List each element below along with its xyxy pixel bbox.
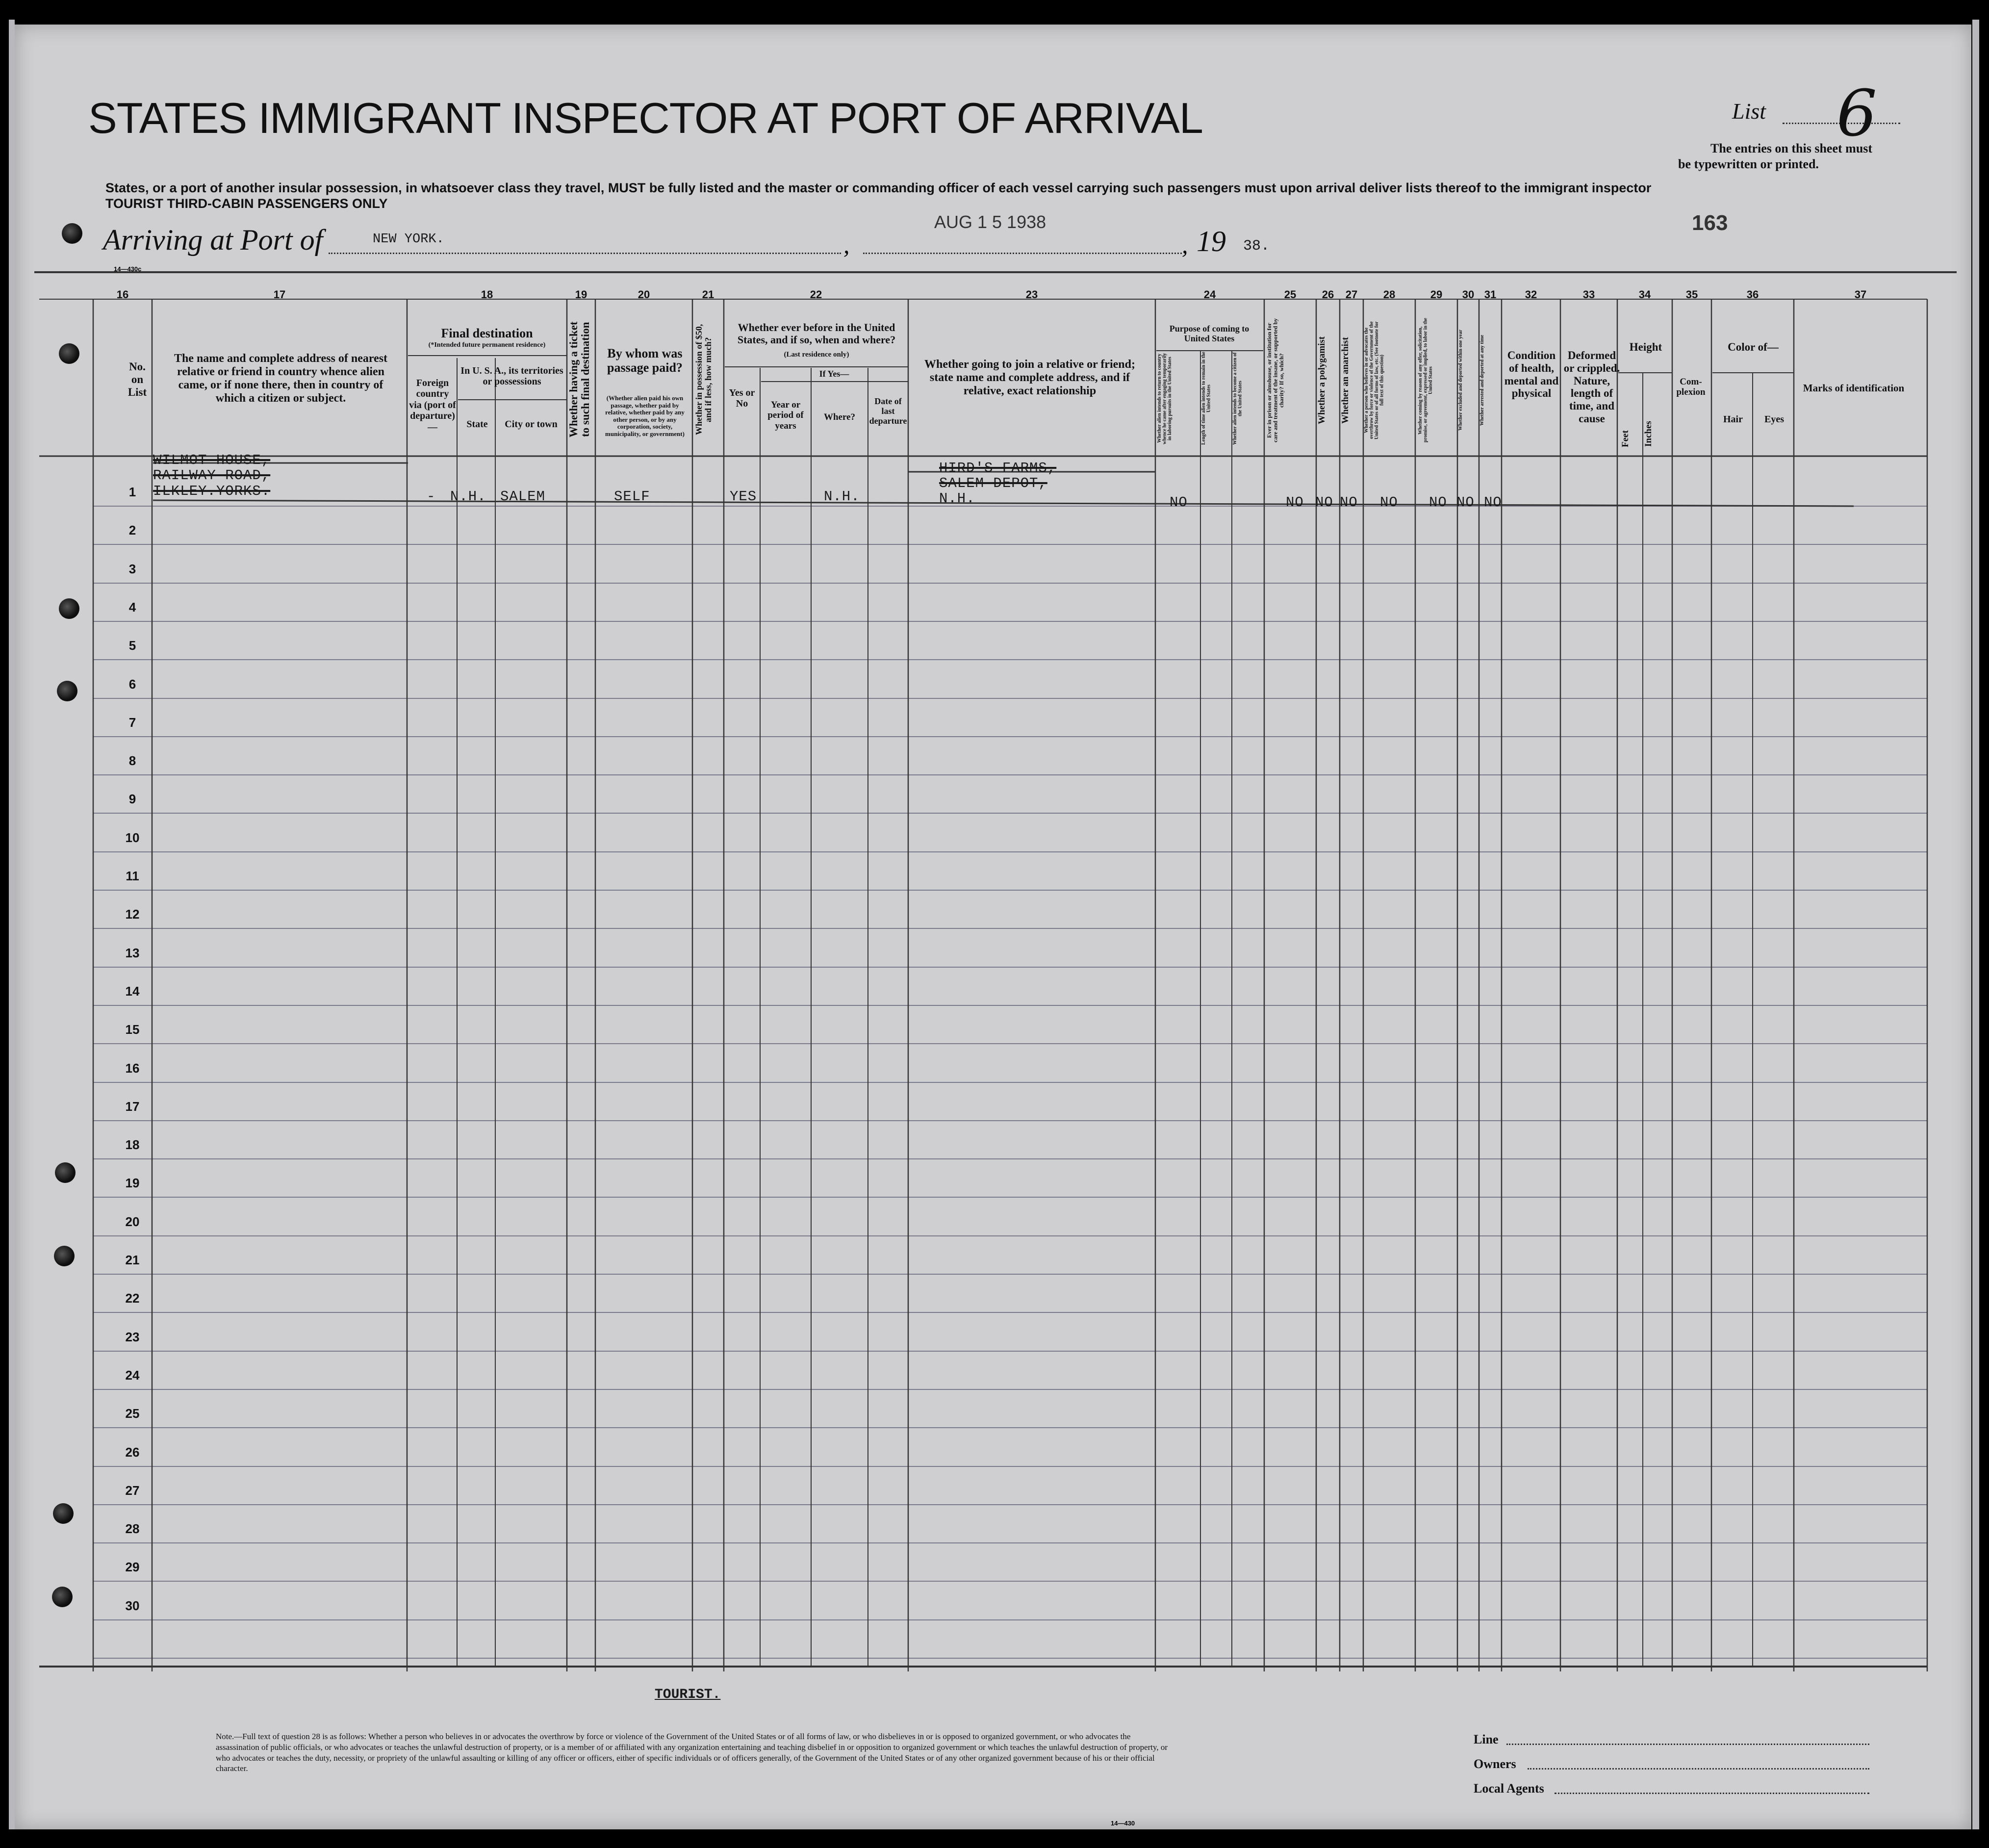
row-number: 19: [125, 1176, 140, 1190]
header-purpose-return: Whether alien intends to return to country whence he came after engaging temporarily in laboring pursuits in the United States: [1157, 353, 1173, 444]
comma-mark: ,: [1182, 231, 1188, 258]
entry-address-line: RAILWAY ROAD,: [153, 467, 271, 484]
header-relative-address: The name and complete address of nearest relative or friend in country whence alien came, or if none there, then in country of which a citizen or subject.: [174, 352, 388, 405]
row-number: 16: [125, 1061, 140, 1076]
header-health: Condition of health, mental and physical: [1504, 349, 1559, 400]
row-number: 15: [125, 1022, 140, 1037]
column-number: 27: [1345, 288, 1358, 301]
entry-paid-by: SELF: [614, 488, 650, 505]
date-stamp: AUG 1 5 1938: [934, 212, 1046, 232]
column-number: 36: [1746, 288, 1759, 301]
header-instructions: States, or a port of another insular possession, in whatsoever class they travel, MUST be fully listed and the master or commanding officer of each vessel carrying such passengers must upon arrival deliver lists thereof to the immigrant inspector: [105, 180, 1652, 195]
header-period: Year or period of years: [767, 400, 804, 431]
entry-before-where: N.H.: [824, 488, 860, 505]
row-number: 20: [125, 1214, 140, 1229]
row-number: 8: [128, 753, 136, 768]
column-number: 26: [1322, 288, 1334, 301]
agents-field: [1555, 1793, 1869, 1794]
entry-answer: NO: [1484, 494, 1502, 511]
header-eyes: Eyes: [1764, 414, 1784, 425]
header-yes-no: Yes or No: [729, 387, 755, 410]
row-number: 5: [128, 638, 136, 653]
owners-label: Owners: [1474, 1757, 1516, 1771]
row-number: 3: [128, 562, 136, 576]
header-overthrow: Whether a person who believes in or advocates the overthrow by force or violence of the Government of the United States or of all forms of law, etc. (See footnote for full text of this question): [1364, 321, 1385, 439]
header-anarchist: Whether an anarchist: [1340, 337, 1351, 424]
entry-address-line: WILMOT HOUSE,: [153, 452, 271, 468]
form-code: 14—430c: [114, 265, 142, 273]
row-number: 21: [125, 1253, 140, 1267]
row-number: 24: [125, 1368, 140, 1383]
page-title: STATES IMMIGRANT INSPECTOR AT PORT OF ARRIVAL: [88, 94, 1203, 142]
header-hair: Hair: [1723, 414, 1743, 425]
column-number: 32: [1525, 288, 1537, 301]
header-if-yes: If Yes—: [819, 369, 849, 379]
column-number: 25: [1284, 288, 1297, 301]
row-number: 30: [125, 1598, 140, 1613]
page-stamp: 163: [1692, 211, 1728, 235]
row-number: 25: [125, 1406, 140, 1421]
header-purpose-citizen: Whether alien intends to become a citizen of the United States: [1232, 352, 1243, 445]
entry-address-line: ILKLEY.YORKS.: [153, 483, 271, 499]
column-number: 22: [810, 288, 822, 301]
header-ticket: Whether having a ticket to such final destination: [567, 321, 592, 438]
row-number: 27: [125, 1483, 140, 1498]
header-passage-note: (Whether alien paid his own passage, whether paid by relative, whether paid by any other person, or by any corporation, society, municipality, or government): [605, 394, 685, 437]
row-number: 23: [125, 1330, 140, 1344]
entry-state: N.H.: [450, 488, 486, 505]
row-number: 18: [125, 1137, 140, 1152]
column-number: 16: [116, 288, 129, 301]
header-prison: Ever in prison or almshouse, or institution for care and treatment of the insane, or supported by charity? If so, which?: [1266, 318, 1285, 442]
comma-mark: ,: [843, 231, 850, 258]
entry-foreign-country: -: [427, 488, 436, 505]
header-final-destination: Final destination: [441, 326, 533, 340]
row-number: 12: [125, 907, 140, 922]
header-date-departure: Date of last departure: [869, 396, 907, 426]
footnote: Note.—Full text of question 28 is as follows: Whether a person who believes in or advocates the overthrow by force or violence of the Government of the United States or of all forms of law, or who disbelieves in or is opposed to organized government, or who advocates the assassination of public officials, or who advocates or teaches the unlawful destruction of property, or is a member of or affiliated with any organization entertaining and teaching disbelief in or opposition to organized government or which teaches the unlawful destruction of property, or who advocates or teaches the duty, necessity, or propriety of the unlawful assaulting or killing of any officer or officers, either of specific individuals or of officers generally, of the Government of the United States or of any other organized government because of his or their official character.: [216, 1732, 1168, 1773]
row-number: 26: [125, 1445, 140, 1460]
header-passage-paid: By whom was passage paid?: [607, 346, 683, 375]
row-number: 29: [125, 1560, 140, 1574]
column-number: 29: [1430, 288, 1443, 301]
row-number: 7: [128, 715, 136, 730]
entries-note: The entries on this sheet must: [1710, 141, 1873, 155]
column-number: 28: [1383, 288, 1396, 301]
row-number: 14: [125, 984, 140, 999]
header-usa: In U. S. A., its territories or possessions: [460, 365, 563, 387]
column-number: 34: [1638, 288, 1651, 301]
year-suffix: 38.: [1243, 238, 1270, 255]
header-purpose: Purpose of coming to United States: [1169, 324, 1250, 344]
line-label: Line: [1474, 1732, 1499, 1746]
footnote-code: 14—430: [1111, 1820, 1135, 1827]
row-number: 17: [125, 1099, 140, 1114]
header-inches: Inches: [1643, 421, 1654, 447]
entry-answer: NO: [1170, 494, 1188, 511]
header-state: State: [466, 419, 488, 430]
grid-line: [153, 500, 1854, 506]
column-number: 31: [1484, 288, 1497, 301]
entry-answer: NO: [1286, 494, 1304, 511]
entry-answer: NO: [1340, 494, 1358, 511]
entry-join-line: N.H.: [939, 490, 975, 507]
header-class: TOURIST THIRD-CABIN PASSENGERS ONLY: [105, 196, 388, 211]
column-number: 21: [702, 288, 714, 301]
row-number: 1: [128, 485, 136, 499]
row-number: 9: [128, 792, 136, 806]
column-number: 33: [1582, 288, 1595, 301]
entry-answer: NO: [1380, 494, 1398, 511]
header-height: Height: [1629, 341, 1662, 353]
entry-city: SALEM: [500, 488, 546, 505]
header-fifty-dollars: Whether in possession of $50, and if less, how much?: [694, 324, 713, 436]
row-number: 13: [125, 946, 140, 960]
entry-answer: NO: [1429, 494, 1447, 511]
port-value: NEW YORK.: [373, 232, 444, 247]
header-ever-before: Whether ever before in the United States, and if so, when and where?: [737, 321, 896, 346]
row-number: 22: [125, 1291, 140, 1306]
header-purpose-length: Length of time alien intends to remain in the United States: [1201, 352, 1212, 445]
header-feet: Feet: [1620, 430, 1631, 448]
header-join-relative: Whether going to join a relative or friend; state name and complete address, and if relative, exact relationship: [924, 358, 1135, 397]
header-labor-offer: Whether coming by reason of any offer, solicitation, promise, or agreement, expressed or implied, to labor in the United States: [1418, 318, 1433, 443]
header-excluded: Whether excluded and deported within one year: [1458, 330, 1463, 431]
owners-field: [1528, 1768, 1869, 1770]
entry-answer: NO: [1315, 494, 1333, 511]
entry-join-line: HIRD'S FARMS,: [939, 460, 1057, 476]
header-color: Color of—: [1728, 341, 1779, 353]
row-number: 10: [125, 830, 140, 845]
header-city: City or town: [505, 419, 558, 430]
list-label: List: [1732, 99, 1766, 124]
tourist-label: TOURIST.: [655, 1687, 721, 1702]
header-last-residence: (Last residence only): [784, 351, 849, 359]
header-marks: Marks of identification: [1803, 382, 1905, 394]
column-number: 18: [481, 288, 493, 301]
entries-note: be typewritten or printed.: [1678, 157, 1819, 171]
row-number: 4: [128, 600, 136, 615]
entry-join-line: SALEM DEPOT,: [939, 475, 1047, 491]
year-prefix: 19: [1197, 225, 1226, 257]
entry-before-yes: YES: [730, 488, 757, 505]
row-number: 11: [126, 869, 139, 883]
list-number: 6: [1836, 76, 1877, 151]
column-number: 19: [575, 288, 587, 301]
header-foreign-country: Foreign country via (port of departure)—: [409, 378, 456, 433]
agents-label: Local Agents: [1474, 1781, 1544, 1796]
column-number: 23: [1025, 288, 1038, 301]
column-number: 35: [1685, 288, 1698, 301]
column-number: 30: [1462, 288, 1475, 301]
header-where: Where?: [823, 412, 856, 422]
column-number: 17: [273, 288, 286, 301]
row-number: 2: [128, 523, 136, 538]
row-number: 28: [125, 1521, 140, 1536]
header-complexion: Com-plexion: [1676, 377, 1706, 398]
column-number: 24: [1203, 288, 1216, 301]
entry-answer: NO: [1456, 494, 1475, 511]
header-arrested: Whether arrested and deported at any time: [1479, 334, 1485, 426]
header-no-on-list: No. on List: [128, 360, 147, 398]
row-number: 6: [128, 677, 136, 692]
line-field: [1506, 1744, 1869, 1745]
header-deformed: Deformed or crippled. Nature, length of time, and cause: [1563, 349, 1620, 425]
header-final-destination-note: (*Intended future permanent residence): [428, 341, 546, 349]
arriving-label: Arriving at Port of: [103, 224, 323, 256]
header-polygamist: Whether a polygamist: [1317, 336, 1327, 425]
column-number: 37: [1854, 288, 1867, 301]
column-number: 20: [638, 288, 650, 301]
